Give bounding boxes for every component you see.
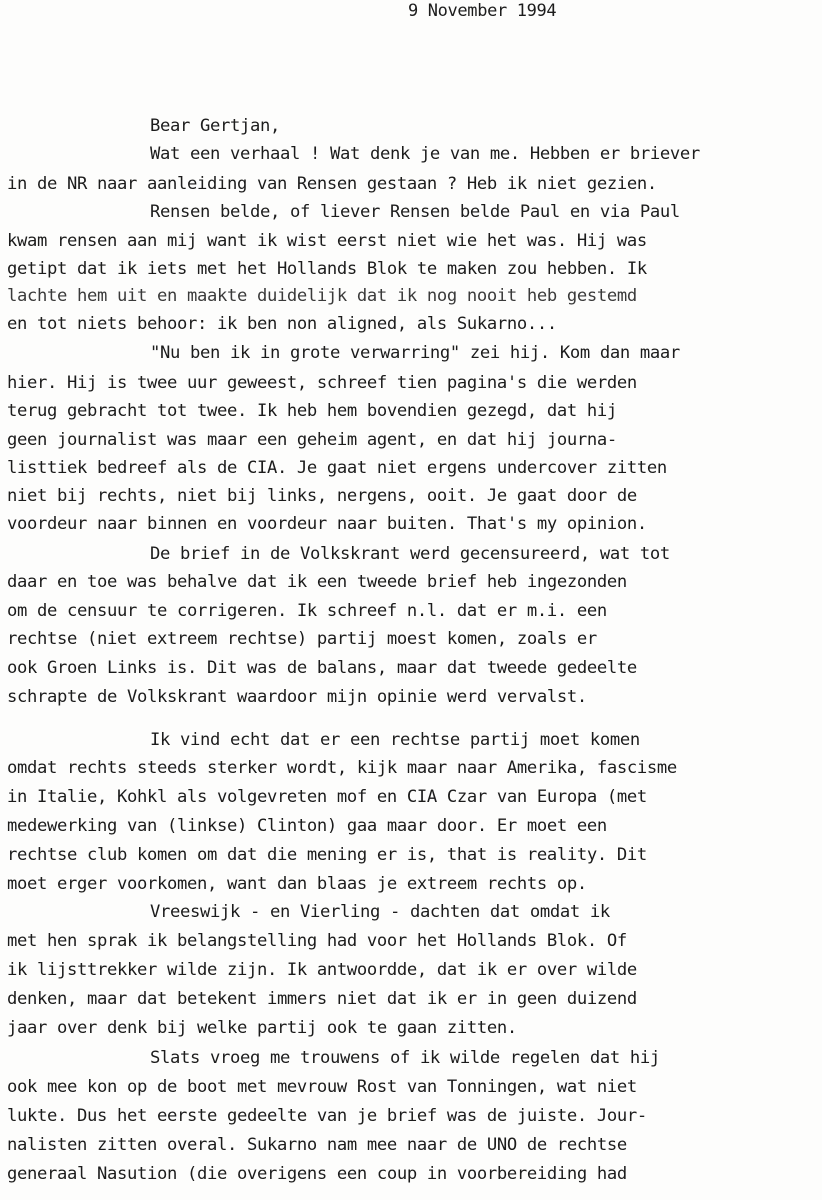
letter-date: 9 November 1994 — [408, 1, 557, 21]
body-line: Rensen belde, of liever Rensen belde Paul en via Paul — [150, 202, 680, 222]
body-line: met hen sprak ik belangstelling had voor het Hollands Blok. Of — [7, 931, 627, 951]
body-line: lukte. Dus het eerste gedeelte van je brief was de juiste. Jour- — [7, 1106, 647, 1126]
body-line: medewerking van (linkse) Clinton) gaa maar door. Er moet een — [7, 816, 607, 836]
body-line: lachte hem uit en maakte duidelijk dat ik nog nooit heb gestemd — [7, 286, 637, 306]
body-line: getipt dat ik iets met het Hollands Blok te maken zou hebben. Ik — [7, 259, 647, 279]
body-line: in de NR naar aanleiding van Rensen gestaan ? Heb ik niet gezien. — [7, 174, 657, 194]
body-line: Wat een verhaal ! Wat denk je van me. Hebben er briever — [150, 144, 700, 164]
body-line: "Nu ben ik in grote verwarring" zei hij. Kom dan maar — [150, 343, 680, 363]
body-line: Vreeswijk - en Vierling - dachten dat omdat ik — [150, 902, 610, 922]
body-line: De brief in de Volkskrant werd gecensureerd, wat tot — [150, 544, 670, 564]
body-line: in Italie, Kohkl als volgevreten mof en CIA Czar van Europa (met — [7, 787, 647, 807]
body-line: listtiek bedreef als de CIA. Je gaat niet ergens undercover zitten — [7, 458, 667, 478]
body-line: generaal Nasution (die overigens een coup in voorbereiding had — [7, 1164, 627, 1184]
body-line: rechtse (niet extreem rechtse) partij moest komen, zoals er — [7, 629, 597, 649]
body-line: ook Groen Links is. Dit was de balans, maar dat tweede gedeelte — [7, 658, 637, 678]
body-line: daar en toe was behalve dat ik een tweede brief heb ingezonden — [7, 572, 627, 592]
body-line: ook mee kon op de boot met mevrouw Rost van Tonningen, wat niet — [7, 1077, 637, 1097]
body-line: niet bij rechts, niet bij links, nergens, ooit. Je gaat door de — [7, 486, 637, 506]
body-line: Ik vind echt dat er een rechtse partij moet komen — [150, 730, 640, 750]
body-line: nalisten zitten overal. Sukarno nam mee naar de UNO de rechtse — [7, 1135, 627, 1155]
body-line: voordeur naar binnen en voordeur naar buiten. That's my opinion. — [7, 514, 647, 534]
body-line: schrapte de Volkskrant waardoor mijn opinie werd vervalst. — [7, 687, 587, 707]
body-line: terug gebracht tot twee. Ik heb hem bovendien gezegd, dat hij — [7, 401, 617, 421]
body-line: kwam rensen aan mij want ik wist eerst niet wie het was. Hij was — [7, 231, 647, 251]
body-line: jaar over denk bij welke partij ook te gaan zitten. — [7, 1018, 517, 1038]
body-line: en tot niets behoor: ik ben non aligned, als Sukarno... — [7, 314, 557, 334]
body-line: Slats vroeg me trouwens of ik wilde regelen dat hij — [150, 1048, 660, 1068]
salutation: Bear Gertjan, — [150, 116, 280, 136]
body-line: geen journalist was maar een geheim agent, en dat hij journa- — [7, 430, 617, 450]
body-line: om de censuur te corrigeren. Ik schreef n.l. dat er m.i. een — [7, 601, 607, 621]
body-line: rechtse club komen om dat die mening er is, that is reality. Dit — [7, 845, 647, 865]
body-line: omdat rechts steeds sterker wordt, kijk maar naar Amerika, fascisme — [7, 758, 677, 778]
body-line: moet erger voorkomen, want dan blaas je extreem rechts op. — [7, 874, 587, 894]
body-line: ik lijsttrekker wilde zijn. Ik antwoordde, dat ik er over wilde — [7, 960, 637, 980]
body-line: hier. Hij is twee uur geweest, schreef tien pagina's die werden — [7, 373, 637, 393]
body-line: denken, maar dat betekent immers niet dat ik er in geen duizend — [7, 989, 637, 1009]
